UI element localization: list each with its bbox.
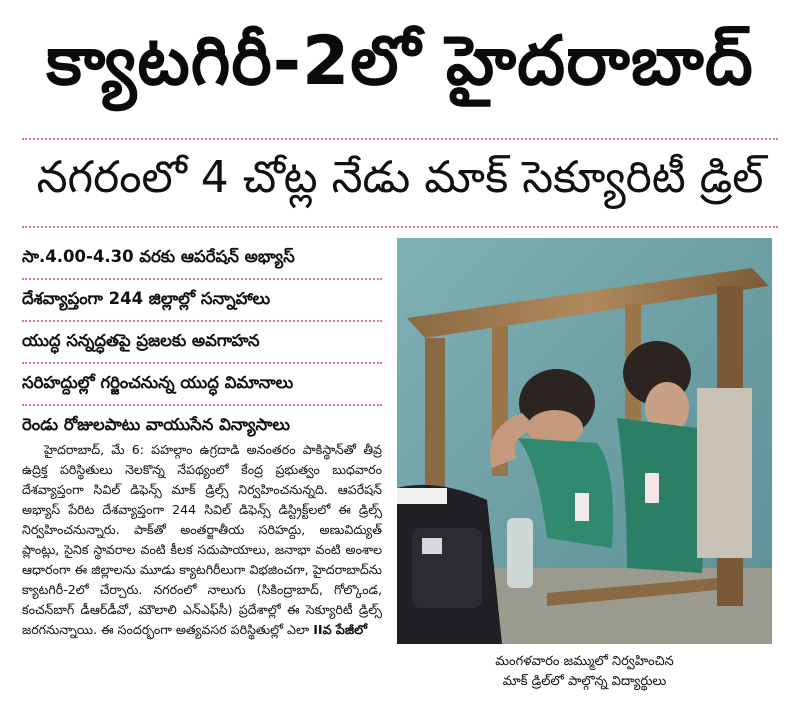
caption-line: మంగళవారం జమ్ములో నిర్వహించిన [495, 654, 674, 669]
article-paragraph: హైదరాబాద్, మే 6: పహల్గాం ఉగ్రదాడి అనంతరం పాకిస్థాన్‌తో తీవ్ర ఉద్రిక్త పరిస్థితులు నెలకొన్న నేపథ్యంలో కేంద్ర ప్రభుత్వం బుధవారం దేశవ్యాప్తంగా సివిల్ డిఫెన్స్ మాక్ డ్రిల్స్ నిర్వహించనున్నది. ఆపరేషన్ అభ్యాస్ పేరిట దేశవ్యాప్తంగా 244 సివిల్ డిఫెన్స్ డిస్ట్రిక్ట్‌లలో ఈ డ్రిల్స్ నిర్వహించనున్నారు. పాక్‌తో అంతర్జాతీయ సరిహద్దు, అణువిద్యుత్ ప్లాంట్లు, సైనిక స్థావరాల వంటి కీలక సదుపాయాలు, జనాభా వంటి అంశాల ఆధారంగా ఈ జిల్లాలను మూడు క్యాటగిరీలుగా విభజించగా, హైదరాబాద్‌ను క్యాటగిరీ-2లో చేర్చారు. నగరంలో నాలుగు (సికింద్రాబాద్, గోల్కొండ, కంచన్‌బాగ్ డీఆర్‌డీవో, మౌలాలి ఎన్‌ఎఫ్‌సీ) ప్రదేశాల్లో ఈ సెక్యూరిటీ డ్రిల్స్ జరగనున్నాయి. ఈ సందర్భంగా అత్యవసర పరిస్థితుల్లో ఎలా [22, 442, 382, 637]
divider-bottom [22, 226, 778, 228]
highlight-item: సరిహద్దుల్లో గర్జించనున్న యుద్ధ విమానాలు [22, 364, 382, 406]
photo-caption [397, 652, 772, 692]
caption-line: మాక్ డ్రిల్‌లో పాల్గొన్న విద్యార్థులు [502, 674, 667, 689]
continued-on-page: IIవ పేజీలో [313, 622, 368, 637]
news-photo [397, 238, 772, 644]
divider-top [22, 138, 778, 140]
article-body [22, 440, 382, 715]
subheadline: నగరంలో 4 చోట్ల నేడు మాక్ సెక్యూరిటీ డ్రిల్ [36, 152, 764, 203]
highlight-item: సా.4.00-4.30 వరకు ఆపరేషన్ అభ్యాస్ [22, 238, 382, 280]
highlight-item: యుద్ధ సన్నద్ధతపై ప్రజలకు అవగాహన [22, 322, 382, 364]
highlight-item: దేశవ్యాప్తంగా 244 జిల్లాల్లో సన్నాహాలు [22, 280, 382, 322]
highlight-item: రెండు రోజులపాటు వాయుసేన విన్యాసాలు [22, 414, 290, 434]
headline: క్యాటగిరీ-2లో హైదరాబాద్ [46, 21, 754, 101]
highlights-list [22, 238, 382, 446]
